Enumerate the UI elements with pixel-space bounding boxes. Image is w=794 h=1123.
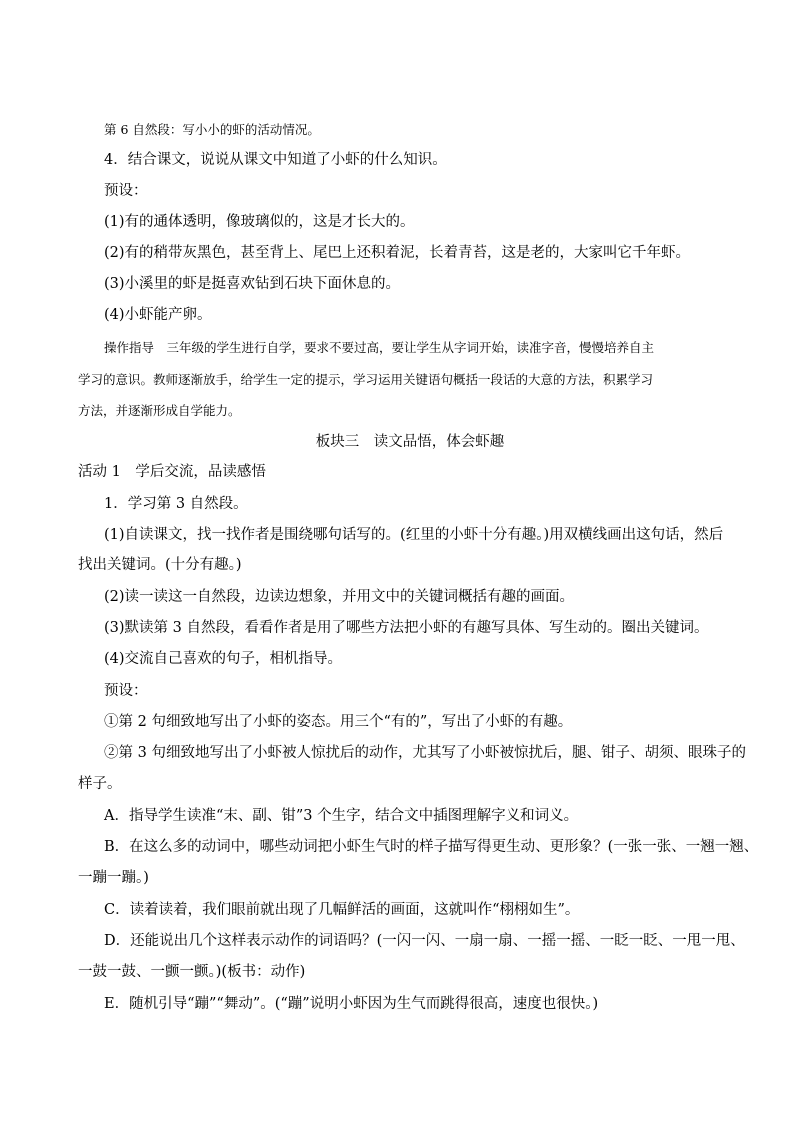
list-item: B．在这么多的动词中，哪些动词把小虾生气时的样子描写得更生动、更形象？(一张一张、一翘一翘、 — [104, 839, 759, 855]
list-item: (3)默读第 3 自然段，看看作者是用了哪些方法把小虾的有趣写具体、写生动的。圈出关键词。 — [104, 620, 709, 636]
list-item: (4)小虾能产卵。 — [104, 307, 212, 323]
list-item: (3)小溪里的虾是挺喜欢钻到石块下面休息的。 — [104, 276, 401, 292]
preset-label: 预设： — [104, 183, 148, 199]
list-item: E．随机引导“蹦”“舞动”。(“蹦”说明小虾因为生气而跳得很高，速度也很快。) — [104, 996, 599, 1012]
list-item-continued: 样子。 — [78, 776, 122, 792]
list-item: (2)读一读这一自然段，边读边想象，并用文中的关键词概括有趣的画面。 — [104, 589, 575, 605]
list-item: (2)有的稍带灰黑色，甚至背上、尾巴上还积着泥，长着青苔，这是老的，大家叫它千年虾。 — [104, 245, 691, 261]
preset-label: 预设： — [104, 683, 148, 699]
list-item-continued: 一鼓一鼓、一颤一颤。)(板书：动作) — [78, 964, 306, 980]
question-4: 4．结合课文，说说从课文中知道了小虾的什么知识。 — [104, 152, 447, 168]
guidance-line: 操作指导 三年级的学生进行自学，要求不要过高，要让学生从字词开始，读准字音，慢慢培养自主 — [104, 340, 655, 355]
guidance-line: 方法，并逐渐形成自学能力。 — [78, 403, 241, 418]
list-item: D．还能说出几个这样表示动作的词语吗？(一闪一闪、一扇一扇、一摇一摇、一眨一眨、一甩一甩、 — [104, 933, 745, 949]
section-heading — [0, 432, 794, 452]
list-item: (4)交流自己喜欢的句子，相机指导。 — [104, 651, 343, 667]
list-item: ②第 3 句细致地写出了小虾被人惊扰后的动作，尤其写了小虾被惊扰后，腿、钳子、胡须、眼珠子的 — [104, 745, 746, 761]
list-item-continued: 找出关键词。(十分有趣。) — [78, 557, 242, 573]
step-1: 1．学习第 3 自然段。 — [104, 496, 248, 512]
list-item: ①第 2 句细致地写出了小虾的姿态。用三个“有的”，写出了小虾的有趣。 — [104, 714, 573, 730]
activity-heading: 活动 1 学后交流，品读感悟 — [78, 464, 266, 480]
list-item: A．指导学生读准“末、副、钳”3 个生字，结合文中插图理解字义和词义。 — [104, 808, 579, 824]
paragraph-line: 第 6 自然段：写小小的虾的活动情况。 — [104, 122, 320, 137]
list-item-continued: 一蹦一蹦。) — [78, 870, 149, 886]
section-heading-text: 板块三 读文品悟，体会虾趣 — [315, 434, 505, 450]
guidance-line: 学习的意识。教师逐渐放手，给学生一定的提示，学习运用关键语句概括一段话的大意的方法，积累学习 — [78, 372, 654, 387]
list-item: (1)自读课文，找一找作者是围绕哪句话写的。(红里的小虾十分有趣。)用双横线画出这句话，然后 — [104, 527, 724, 543]
list-item: C．读着读着，我们眼前就出现了几幅鲜活的画面，这就叫作“栩栩如生”。 — [104, 902, 580, 918]
list-item: (1)有的通体透明，像玻璃似的，这是才长大的。 — [104, 214, 415, 230]
